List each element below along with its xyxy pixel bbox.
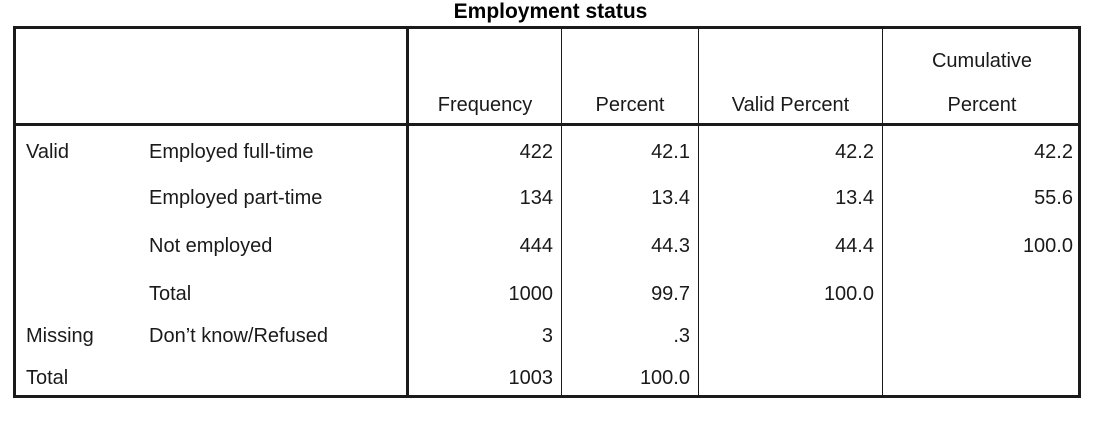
cell-cumulative-percent: 100.0 bbox=[1022, 235, 1073, 257]
row-group-label: Valid bbox=[26, 141, 69, 163]
row-label: Not employed bbox=[149, 235, 273, 257]
cell-cumulative-percent: 55.6 bbox=[1034, 187, 1073, 209]
cell-percent: 13.4 bbox=[651, 187, 690, 209]
frequency-table bbox=[13, 26, 1081, 398]
column-divider-2 bbox=[698, 29, 699, 395]
row-group-label: Missing bbox=[26, 325, 94, 347]
cell-frequency: 134 bbox=[519, 187, 553, 209]
cell-frequency: 444 bbox=[519, 235, 553, 257]
cell-percent: .3 bbox=[673, 325, 690, 347]
header-cumulative-percent-line1: Cumulative bbox=[931, 50, 1033, 72]
row-label: Employed part-time bbox=[149, 187, 323, 209]
column-divider-3 bbox=[882, 29, 883, 395]
cell-frequency: 1003 bbox=[508, 367, 553, 389]
row-label: Total bbox=[149, 283, 192, 305]
header-cumulative-percent-line2: Percent bbox=[947, 94, 1017, 116]
row-label: Employed full-time bbox=[149, 141, 314, 163]
cell-valid-percent: 44.4 bbox=[835, 235, 874, 257]
cell-valid-percent: 13.4 bbox=[835, 187, 874, 209]
cell-percent: 42.1 bbox=[651, 141, 690, 163]
cell-valid-percent: 42.2 bbox=[835, 141, 874, 163]
header-valid-percent: Valid Percent bbox=[731, 94, 850, 116]
cell-frequency: 422 bbox=[519, 141, 553, 163]
row-label: Don’t know/Refused bbox=[149, 325, 328, 347]
cell-cumulative-percent: 42.2 bbox=[1034, 141, 1073, 163]
header-percent: Percent bbox=[595, 94, 665, 116]
cell-valid-percent: 100.0 bbox=[823, 283, 874, 305]
cell-percent: 99.7 bbox=[651, 283, 690, 305]
table-title: Employment status bbox=[453, 0, 648, 23]
cell-frequency: 1000 bbox=[508, 283, 553, 305]
header-frequency: Frequency bbox=[437, 94, 533, 116]
cell-frequency: 3 bbox=[541, 325, 553, 347]
cell-percent: 44.3 bbox=[651, 235, 690, 257]
header-divider bbox=[16, 123, 1078, 126]
row-group-label: Total bbox=[26, 367, 69, 389]
cell-percent: 100.0 bbox=[639, 367, 690, 389]
